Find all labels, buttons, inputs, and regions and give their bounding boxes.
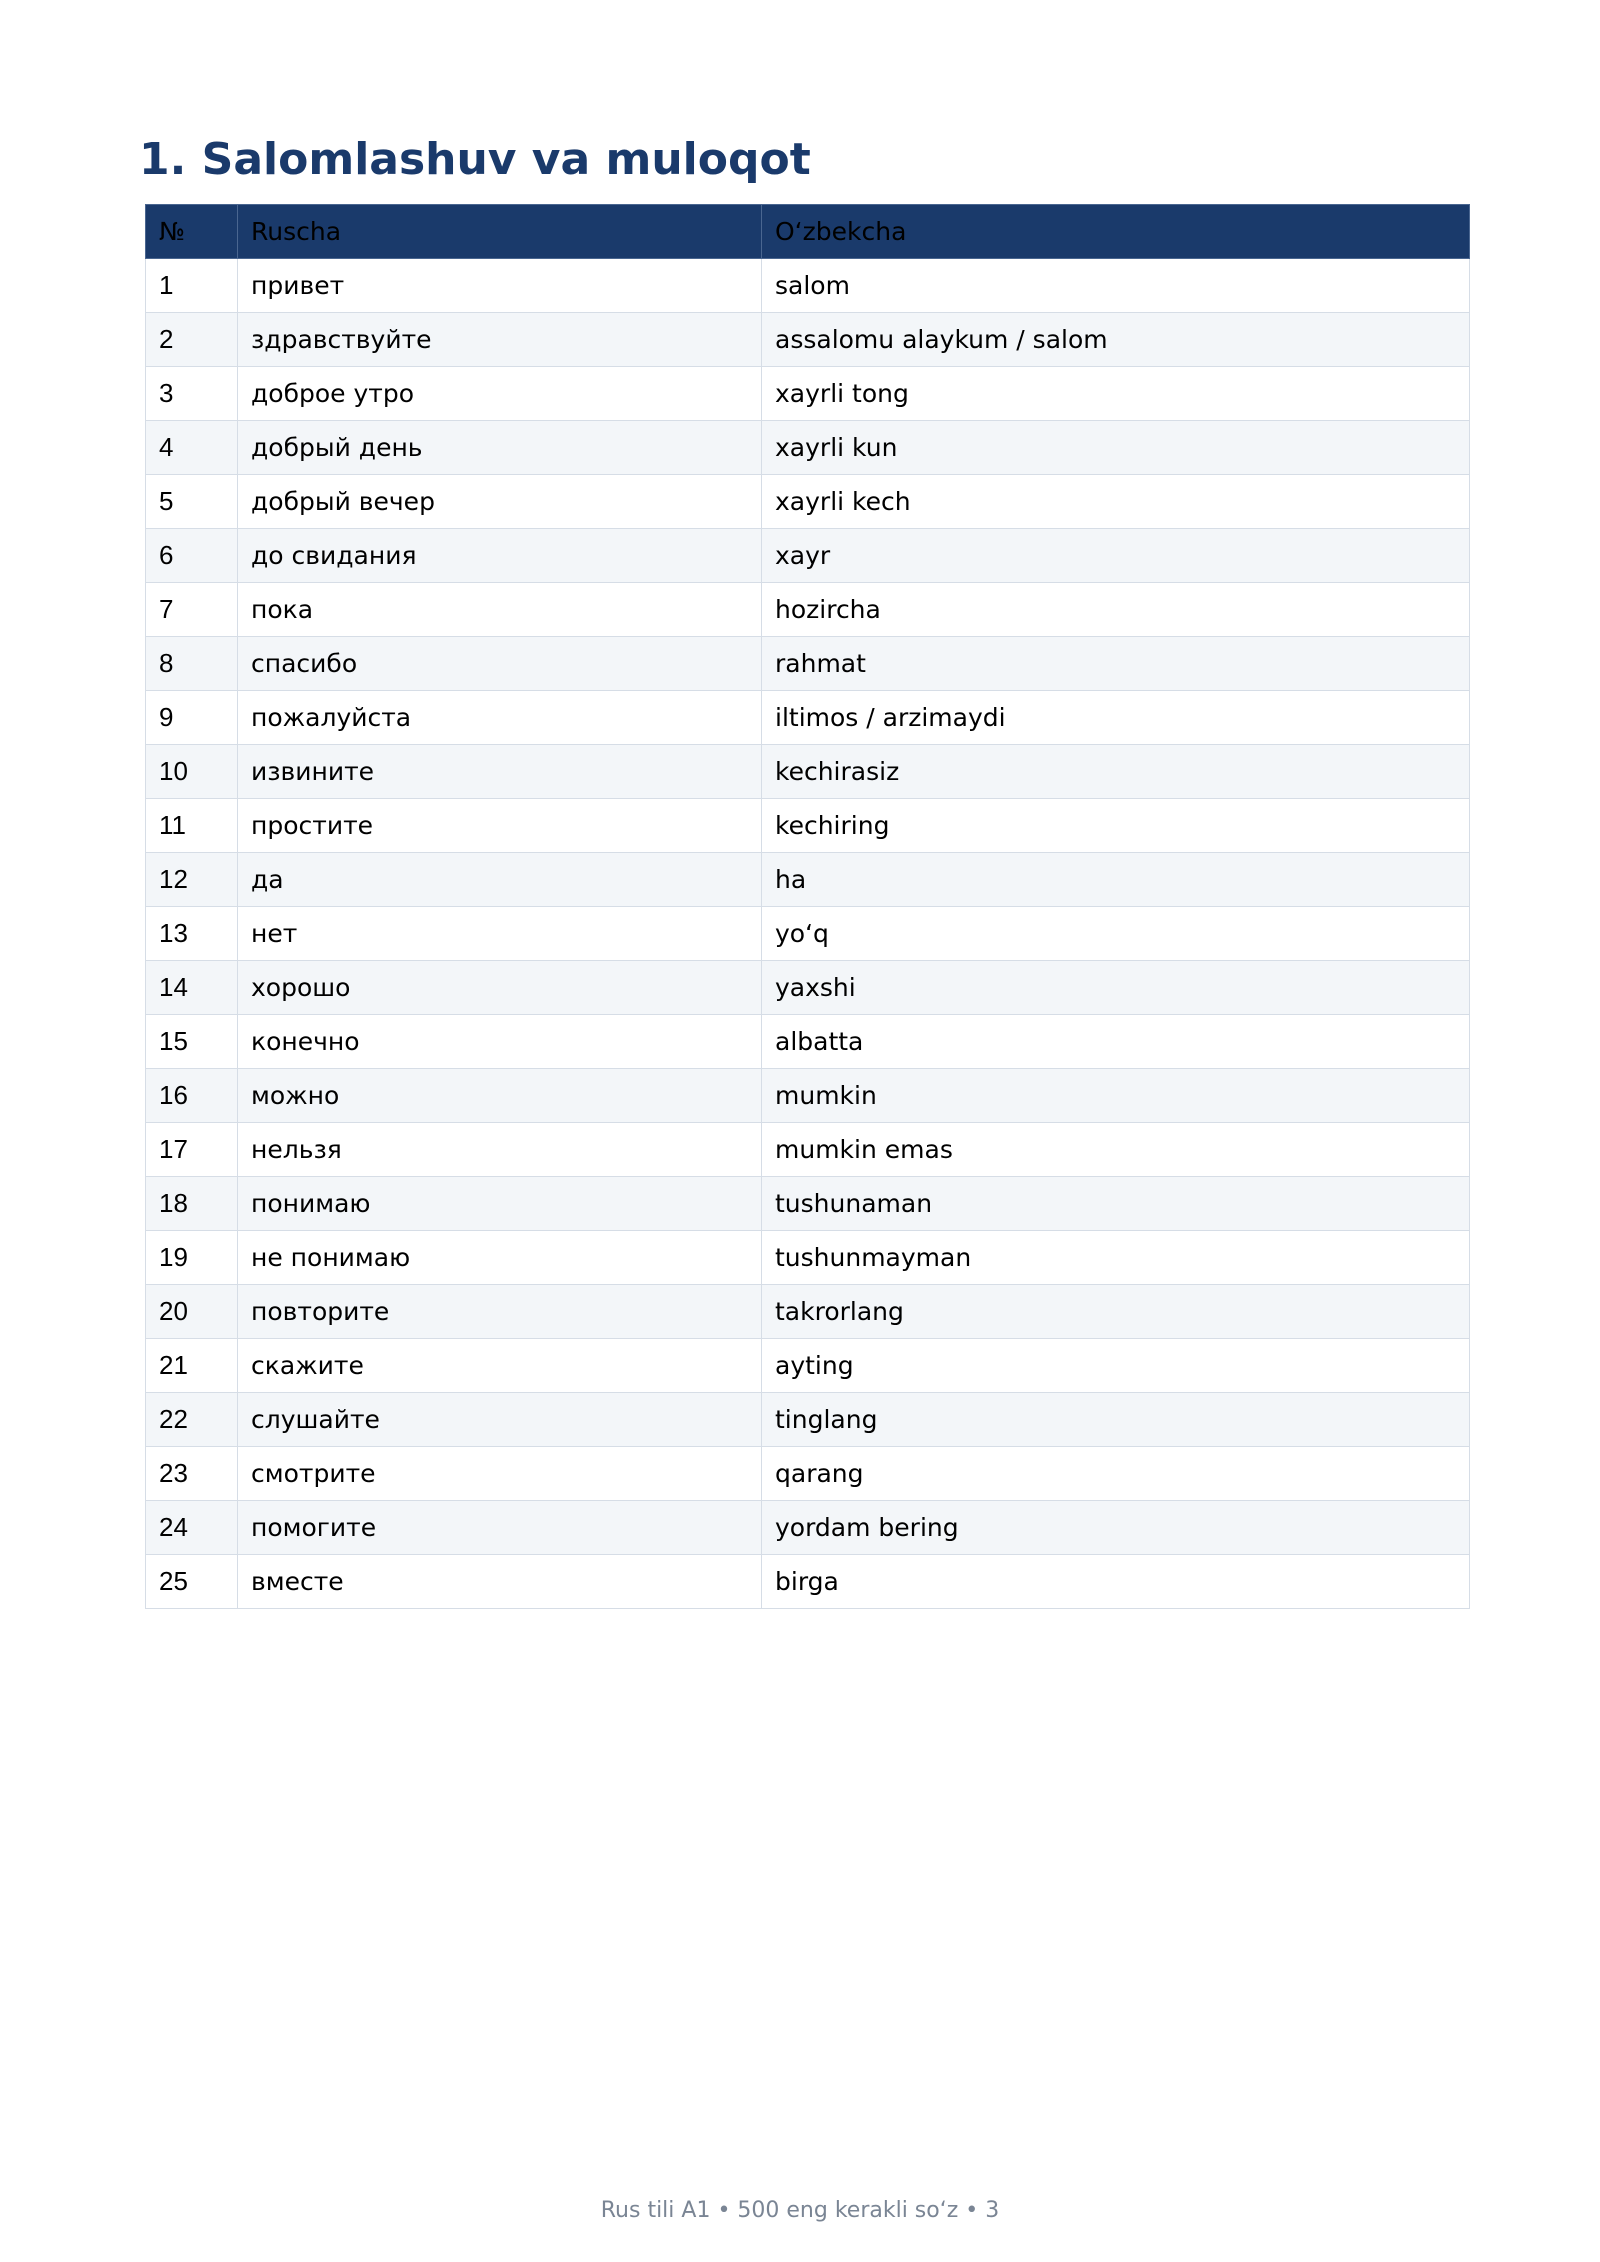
russian-word: вместе	[238, 1555, 762, 1609]
row-number: 11	[146, 799, 238, 853]
russian-word: до свидания	[238, 529, 762, 583]
table-header-row	[146, 205, 1470, 259]
row-number: 1	[146, 259, 238, 313]
uzbek-word: iltimos / arzimaydi	[762, 691, 1470, 745]
russian-word: добрый вечер	[238, 475, 762, 529]
table-row	[146, 475, 1470, 529]
russian-word: конечно	[238, 1015, 762, 1069]
russian-word: можно	[238, 1069, 762, 1123]
table-row	[146, 961, 1470, 1015]
column-header-russian: Ruscha	[238, 205, 762, 259]
uzbek-word: albatta	[762, 1015, 1470, 1069]
table-row	[146, 1501, 1470, 1555]
uzbek-word: takrorlang	[762, 1285, 1470, 1339]
table-row	[146, 1393, 1470, 1447]
uzbek-word: xayrli kech	[762, 475, 1470, 529]
uzbek-word: mumkin emas	[762, 1123, 1470, 1177]
russian-word: хорошо	[238, 961, 762, 1015]
russian-word: не понимаю	[238, 1231, 762, 1285]
russian-word: да	[238, 853, 762, 907]
table-row	[146, 529, 1470, 583]
uzbek-word: xayrli tong	[762, 367, 1470, 421]
russian-word: извините	[238, 745, 762, 799]
russian-word: помогите	[238, 1501, 762, 1555]
table-row	[146, 367, 1470, 421]
column-header-uzbek: O‘zbekcha	[762, 205, 1470, 259]
table-row	[146, 1285, 1470, 1339]
table-row	[146, 1123, 1470, 1177]
row-number: 15	[146, 1015, 238, 1069]
table-row	[146, 1339, 1470, 1393]
russian-word: скажите	[238, 1339, 762, 1393]
row-number: 9	[146, 691, 238, 745]
row-number: 6	[146, 529, 238, 583]
row-number: 22	[146, 1393, 238, 1447]
russian-word: пожалуйста	[238, 691, 762, 745]
table-row	[146, 259, 1470, 313]
table-row	[146, 799, 1470, 853]
uzbek-word: hozircha	[762, 583, 1470, 637]
vocabulary-table	[145, 204, 1470, 1609]
uzbek-word: tushunaman	[762, 1177, 1470, 1231]
table-row	[146, 1069, 1470, 1123]
row-number: 12	[146, 853, 238, 907]
uzbek-word: kechirasiz	[762, 745, 1470, 799]
russian-word: спасибо	[238, 637, 762, 691]
russian-word: смотрите	[238, 1447, 762, 1501]
russian-word: привет	[238, 259, 762, 313]
table-row	[146, 907, 1470, 961]
table-row	[146, 1231, 1470, 1285]
table-row	[146, 313, 1470, 367]
row-number: 10	[146, 745, 238, 799]
uzbek-word: rahmat	[762, 637, 1470, 691]
row-number: 16	[146, 1069, 238, 1123]
uzbek-word: tushunmayman	[762, 1231, 1470, 1285]
page-footer: Rus tili A1 • 500 eng kerakli so‘z • 3	[600, 2198, 1000, 2223]
uzbek-word: xayrli kun	[762, 421, 1470, 475]
uzbek-word: kechiring	[762, 799, 1470, 853]
row-number: 19	[146, 1231, 238, 1285]
table-row	[146, 1015, 1470, 1069]
russian-word: добрый день	[238, 421, 762, 475]
uzbek-word: salom	[762, 259, 1470, 313]
table-row	[146, 1447, 1470, 1501]
russian-word: повторите	[238, 1285, 762, 1339]
page-title: 1. Salomlashuv va muloqot	[139, 134, 811, 185]
russian-word: пока	[238, 583, 762, 637]
table-body	[146, 259, 1470, 1609]
row-number: 21	[146, 1339, 238, 1393]
russian-word: простите	[238, 799, 762, 853]
uzbek-word: mumkin	[762, 1069, 1470, 1123]
row-number: 2	[146, 313, 238, 367]
uzbek-word: ha	[762, 853, 1470, 907]
row-number: 14	[146, 961, 238, 1015]
uzbek-word: ayting	[762, 1339, 1470, 1393]
row-number: 17	[146, 1123, 238, 1177]
table-row	[146, 1177, 1470, 1231]
table-row	[146, 1555, 1470, 1609]
row-number: 25	[146, 1555, 238, 1609]
column-header-number: №	[146, 205, 238, 259]
russian-word: доброе утро	[238, 367, 762, 421]
table-row	[146, 691, 1470, 745]
table-row	[146, 421, 1470, 475]
row-number: 13	[146, 907, 238, 961]
table-row	[146, 637, 1470, 691]
table-row	[146, 745, 1470, 799]
uzbek-word: birga	[762, 1555, 1470, 1609]
row-number: 3	[146, 367, 238, 421]
row-number: 5	[146, 475, 238, 529]
uzbek-word: qarang	[762, 1447, 1470, 1501]
row-number: 8	[146, 637, 238, 691]
russian-word: слушайте	[238, 1393, 762, 1447]
row-number: 18	[146, 1177, 238, 1231]
russian-word: нет	[238, 907, 762, 961]
russian-word: понимаю	[238, 1177, 762, 1231]
table-row	[146, 583, 1470, 637]
uzbek-word: assalomu alaykum / salom	[762, 313, 1470, 367]
uzbek-word: tinglang	[762, 1393, 1470, 1447]
row-number: 23	[146, 1447, 238, 1501]
row-number: 20	[146, 1285, 238, 1339]
russian-word: здравствуйте	[238, 313, 762, 367]
uzbek-word: yaxshi	[762, 961, 1470, 1015]
uzbek-word: yo‘q	[762, 907, 1470, 961]
table-row	[146, 853, 1470, 907]
row-number: 7	[146, 583, 238, 637]
russian-word: нельзя	[238, 1123, 762, 1177]
uzbek-word: xayr	[762, 529, 1470, 583]
row-number: 4	[146, 421, 238, 475]
uzbek-word: yordam bering	[762, 1501, 1470, 1555]
row-number: 24	[146, 1501, 238, 1555]
